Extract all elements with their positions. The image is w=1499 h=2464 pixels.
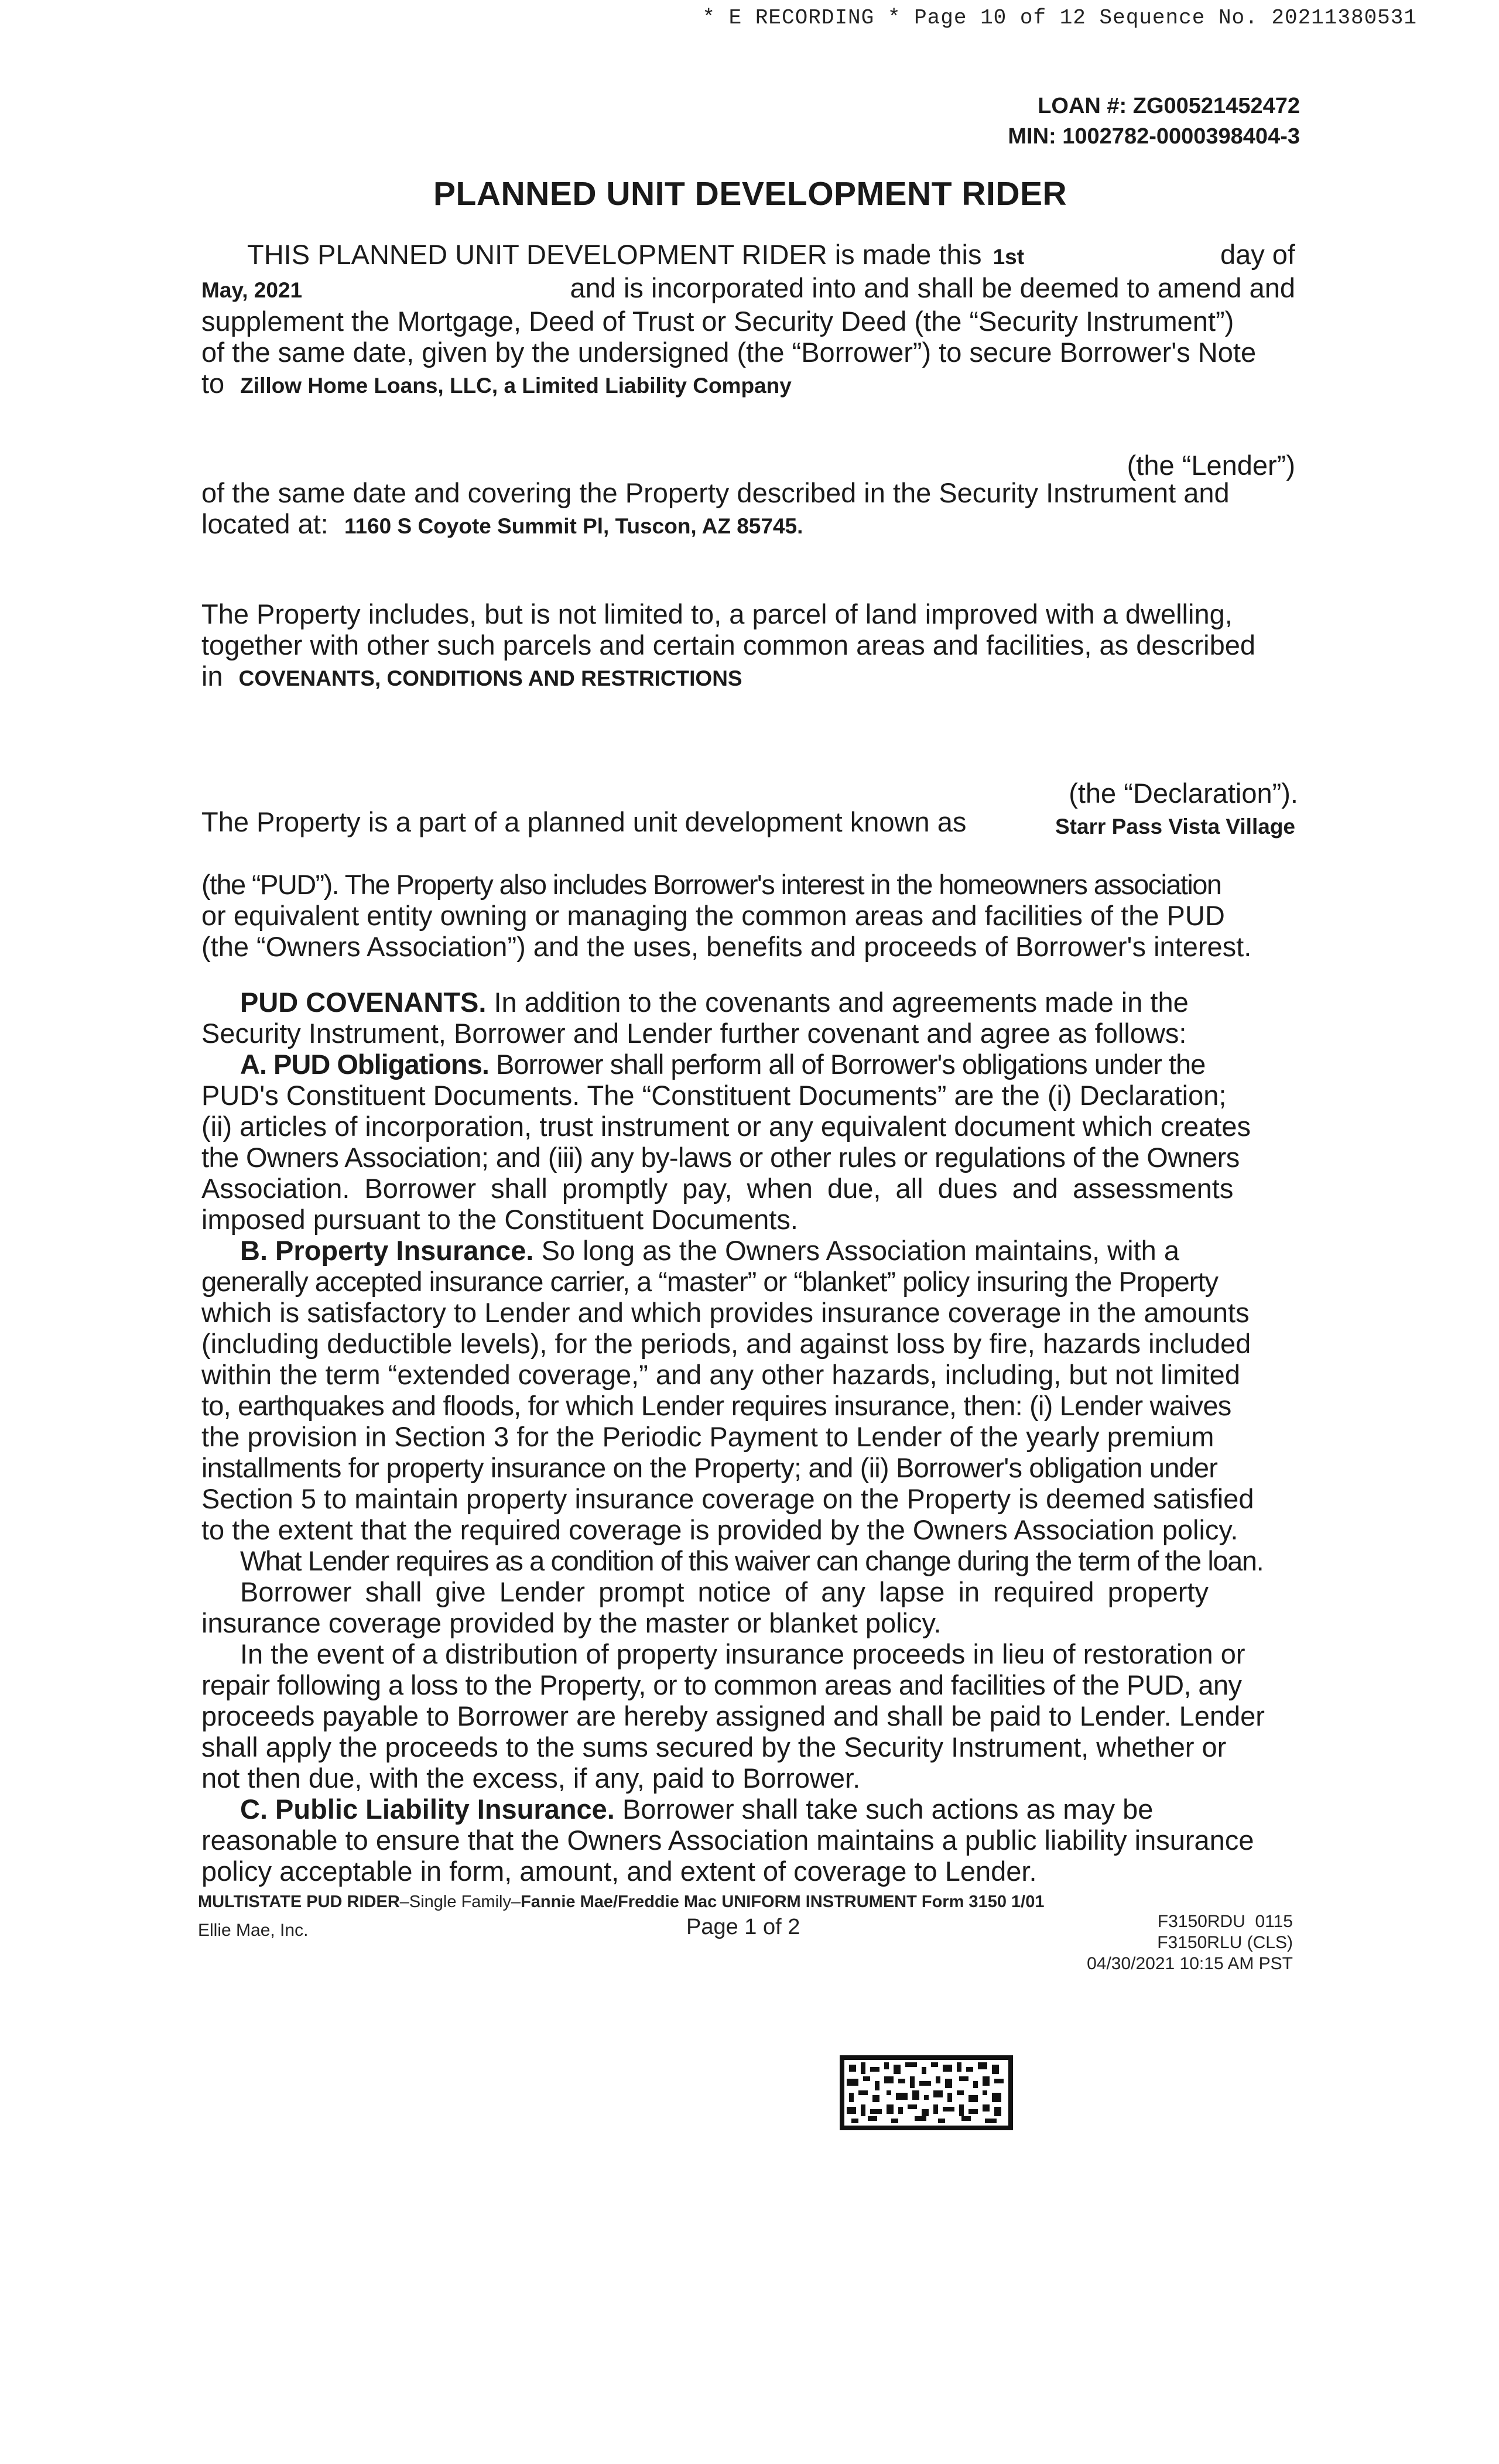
section-b-line-13: insurance coverage provided by the master or blanket policy. bbox=[201, 1607, 942, 1638]
section-c-line-3: policy acceptable in form, amount, and extent of coverage to Lender. bbox=[201, 1856, 1037, 1887]
section-b-line-6: to, earthquakes and floods, for which Lender requires insurance, then: (i) Lender waives bbox=[201, 1390, 1231, 1421]
form-code-2: F3150RLU (CLS) bbox=[1157, 1933, 1293, 1952]
lender-name-field: Zillow Home Loans, LLC, a Limited Liability Company bbox=[240, 374, 792, 398]
intro-line-2 bbox=[201, 272, 1295, 306]
intro-line-1 bbox=[201, 239, 1295, 272]
recording-stamp: * E RECORDING * Page 10 of 12 Sequence No. 20211380531 bbox=[702, 6, 1417, 30]
form-type: –Single Family– bbox=[399, 1893, 521, 1911]
property-text: The Property is a part of a planned unit development known as bbox=[201, 806, 967, 837]
intro-text: to bbox=[201, 368, 225, 399]
section-b-heading: B. Property Insurance. bbox=[240, 1235, 534, 1266]
covenants-text: In addition to the covenants and agreements made in the bbox=[494, 987, 1189, 1018]
property-text: in bbox=[201, 661, 223, 692]
section-b-line-15: repair following a loss to the Property, or to common areas and facilities of the PUD, any bbox=[201, 1669, 1242, 1700]
intro-line-5 bbox=[201, 368, 1295, 401]
section-b-line-5: within the term “extended coverage,” and any other hazards, including, but not limited bbox=[201, 1359, 1240, 1390]
intro-text: located at: bbox=[201, 508, 328, 539]
lender-tag: (the “Lender”) bbox=[1127, 450, 1295, 481]
company-name: Ellie Mae, Inc. bbox=[198, 1921, 309, 1940]
section-b-line-16: proceeds payable to Borrower are hereby assigned and shall be paid to Lender. Lender bbox=[201, 1700, 1265, 1731]
declaration-tag: (the “Declaration”). bbox=[1069, 778, 1298, 809]
section-b-line-17: shall apply the proceeds to the sums secured by the Security Instrument, whether or bbox=[201, 1731, 1227, 1763]
section-a-line-1 bbox=[201, 1049, 1295, 1080]
section-c-heading: C. Public Liability Insurance. bbox=[240, 1794, 615, 1825]
intro-text: and is incorporated into and shall be deemed to amend and bbox=[570, 272, 1295, 303]
section-b-line-1 bbox=[201, 1235, 1295, 1266]
section-b-line-7: the provision in Section 3 for the Periodic Payment to Lender of the yearly premium bbox=[201, 1421, 1214, 1452]
print-timestamp: 04/30/2021 10:15 AM PST bbox=[1087, 1954, 1293, 1973]
intro-paragraph-cont bbox=[201, 477, 1295, 542]
month-year-field: May, 2021 bbox=[201, 278, 303, 302]
section-a-line-3: (ii) articles of incorporation, trust instrument or any equivalent document which creates bbox=[201, 1111, 1251, 1142]
form-code-1: F3150RDU 0115 bbox=[1157, 1912, 1293, 1931]
section-b-line-18: not then due, with the excess, if any, paid to Borrower. bbox=[201, 1763, 861, 1794]
intro-line-4: of the same date, given by the undersigned (the “Borrower”) to secure Borrower's Note bbox=[201, 337, 1257, 368]
intro-text: THIS PLANNED UNIT DEVELOPMENT RIDER is made this bbox=[247, 239, 982, 270]
property-line-4 bbox=[201, 806, 1295, 837]
intro-line-3: supplement the Mortgage, Deed of Trust or Security Deed (the “Security Instrument”) bbox=[201, 306, 1234, 337]
property-address-field: 1160 S Coyote Summit Pl, Tuscon, AZ 85745. bbox=[344, 514, 803, 538]
barcode-image bbox=[840, 2055, 1013, 2130]
section-a-line-2: PUD's Constituent Documents. The “Constituent Documents” are the (i) Declaration; bbox=[201, 1080, 1227, 1111]
form-instrument: Fannie Mae/Freddie Mac UNIFORM INSTRUMENT Form 3150 1/01 bbox=[521, 1893, 1045, 1911]
intro-line-6: of the same date and covering the Property described in the Security Instrument and bbox=[201, 477, 1230, 508]
property-paragraph bbox=[201, 598, 1295, 694]
section-b-line-14: In the event of a distribution of property insurance proceeds in lieu of restoration or bbox=[240, 1638, 1245, 1669]
section-b-line-4: (including deductible levels), for the periods, and against loss by fire, hazards included bbox=[201, 1328, 1251, 1359]
covenants-line-1 bbox=[201, 987, 1295, 1018]
intro-paragraph bbox=[201, 239, 1295, 401]
section-b-line-11: What Lender requires as a condition of this waiver can change during the term of the loan. bbox=[240, 1545, 1264, 1576]
loan-number: LOAN #: ZG00521452472 bbox=[1038, 94, 1300, 118]
pud-line-2: or equivalent entity owning or managing the common areas and facilities of the PUD bbox=[201, 900, 1225, 931]
section-a-heading: A. PUD Obligations. bbox=[240, 1049, 489, 1080]
section-b-line-3: which is satisfactory to Lender and which provides insurance coverage in the amounts bbox=[201, 1297, 1250, 1328]
section-b-text: So long as the Owners Association maintains, with a bbox=[541, 1235, 1179, 1266]
property-line-1: The Property includes, but is not limited to, a parcel of land improved with a dwelling, bbox=[201, 598, 1233, 629]
pud-name-field: Starr Pass Vista Village bbox=[1055, 815, 1295, 839]
section-c-line-1 bbox=[201, 1794, 1295, 1825]
section-a-line-5: Association. Borrower shall promptly pay, when due, all dues and assessments bbox=[201, 1173, 1234, 1204]
pud-line-3: (the “Owners Association”) and the uses, benefits and proceeds of Borrower's interest. bbox=[201, 931, 1252, 962]
document-title: PLANNED UNIT DEVELOPMENT RIDER bbox=[433, 175, 1067, 213]
min-number: MIN: 1002782-0000398404-3 bbox=[1008, 124, 1300, 149]
pud-line-1: (the “PUD”). The Property also includes Borrower's interest in the homeowners association bbox=[201, 869, 1221, 900]
section-c-line-2: reasonable to ensure that the Owners Association maintains a public liability insurance bbox=[201, 1825, 1254, 1856]
section-b-line-10: to the extent that the required coverage is provided by the Owners Association policy. bbox=[201, 1514, 1238, 1545]
declaration-field: COVENANTS, CONDITIONS AND RESTRICTIONS bbox=[238, 666, 742, 690]
intro-line-7 bbox=[201, 508, 1295, 542]
form-identifier bbox=[198, 1893, 1044, 1912]
section-a-text: Borrower shall perform all of Borrower's obligations under the bbox=[495, 1049, 1206, 1080]
section-a-line-6: imposed pursuant to the Constituent Documents. bbox=[201, 1204, 798, 1235]
pud-paragraph bbox=[201, 869, 1295, 962]
covenants-line-2: Security Instrument, Borrower and Lender further covenant and agree as follows: bbox=[201, 1018, 1187, 1049]
property-line-3 bbox=[201, 661, 1295, 694]
section-c-text: Borrower shall take such actions as may be bbox=[622, 1794, 1154, 1825]
section-b-line-2: generally accepted insurance carrier, a “master” or “blanket” policy insuring the Property bbox=[201, 1266, 1219, 1297]
form-codes bbox=[1087, 1911, 1293, 1974]
day-field: 1st bbox=[993, 245, 1025, 269]
pud-name-line bbox=[201, 806, 1295, 837]
property-line-2: together with other such parcels and certain common areas and facilities, as described bbox=[201, 629, 1255, 661]
covenants-section bbox=[201, 987, 1295, 1887]
intro-text: day of bbox=[1220, 239, 1295, 270]
form-name: MULTISTATE PUD RIDER bbox=[198, 1893, 400, 1911]
section-a-line-4: the Owners Association; and (iii) any by-laws or other rules or regulations of the Owners bbox=[201, 1142, 1240, 1173]
page-number: Page 1 of 2 bbox=[686, 1915, 800, 1939]
section-b-line-12: Borrower shall give Lender prompt notice of any lapse in required property bbox=[240, 1576, 1209, 1607]
section-b-line-8: installments for property insurance on the Property; and (ii) Borrower's obligation under bbox=[201, 1452, 1218, 1483]
covenants-heading: PUD COVENANTS. bbox=[240, 987, 487, 1018]
section-b-line-9: Section 5 to maintain property insurance coverage on the Property is deemed satisfied bbox=[201, 1483, 1254, 1514]
